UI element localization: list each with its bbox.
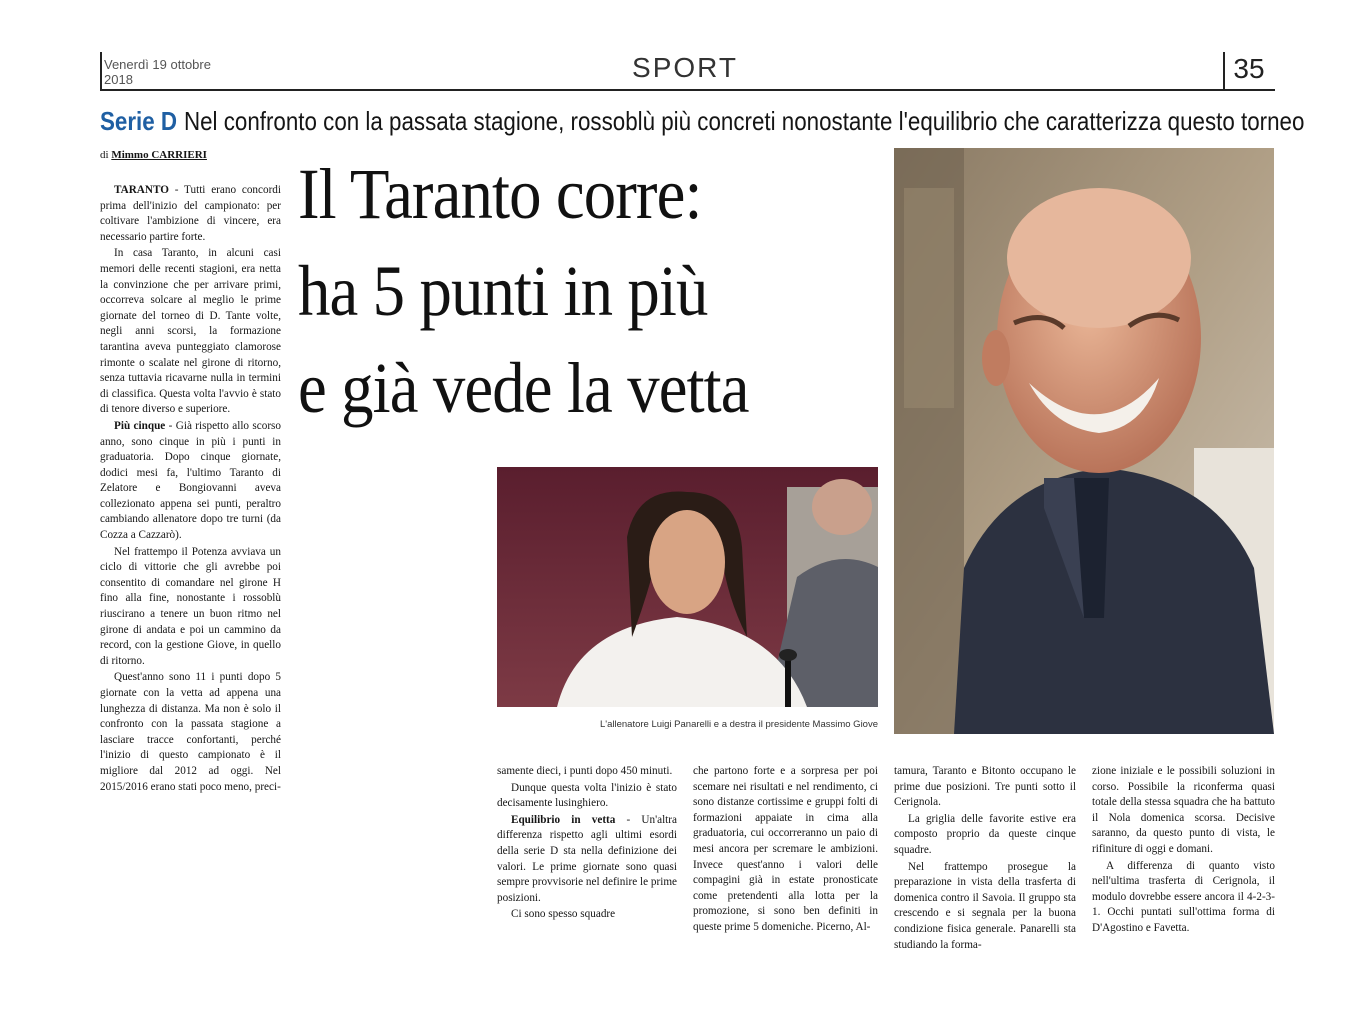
byline-prefix: di — [100, 149, 109, 161]
paragraph: Nel frattempo il Potenza avviava un ciclo di vittorie che gli avrebbe poi consentito di comandare nel girone H fino alla fine, nonostante i rossoblù riuscirano a tenere un buon ritmo nel girone di andata e poi un cammino da record, con la gestione Giove, in quello di ritorno. — [100, 545, 281, 667]
photo-president — [894, 148, 1274, 734]
paragraph: In casa Taranto, in alcuni casi memori delle recenti stagioni, era netta la convinzione che per arrivare primi, occorreva solcare al meglio le prime giornate del torneo di D. Tante volte, negli anni scorsi, la formazione tarantina aveva punteggiato clamorose rimonte o scalate nel girone di ritorno, senza tuttavia ricavarne nulla in termini di classifica. Questa volta l'avvio è stato di tenore diverso e superiore. — [100, 247, 281, 416]
header-rule — [100, 89, 1275, 91]
photo-coach-image — [497, 467, 878, 707]
section-logo: SPORT — [632, 52, 738, 83]
paragraph: che partono forte e a sorpresa per poi scemare nei risultati e nel rendimento, ci sono distanze cortissime e gruppi folti di formazioni appaiate in cima alla graduatoria, cui occorreranno un paio di mesi ancora per scremare le ambizioni. Invece quest'anno i valori delle compagini già in estate pronosticate come pretendenti alla lotta per la promozione, si sono ben definiti in queste prime 5 domeniche. Picerno, Al- — [693, 765, 878, 933]
paragraph: - Un'altra differenza rispetto agli ultimi esordi della serie D sta nella definizione dei valori. Le prime giornate sono quasi sempre provvisorie nel definire le prime posizioni. — [497, 813, 677, 904]
paragraph: zione iniziale e le possibili soluzioni in corso. Possibile la riconferma quasi totale della stessa squadra che ha battuto il Nola domenica scorsa. Decisive saranno, da questo punto di vista, le rifiniture di oggi e domani. — [1092, 765, 1275, 855]
header-rule-right — [1223, 52, 1225, 90]
photo-coach — [497, 467, 878, 707]
byline — [100, 149, 207, 161]
paragraph: A differenza di quanto visto nell'ultima trasferta di Cerignola, il modulo dovrebbe essere ancora il 4-2-3-1. Occhi puntati sull'ottima forma di D'Agostino e Favetta. — [1092, 859, 1275, 934]
page-number: 35 — [1233, 53, 1265, 84]
header-date-year: 2018 — [104, 72, 133, 87]
article-column-2 — [497, 764, 677, 924]
header-date-day: Venerdì 19 ottobre — [104, 57, 211, 72]
paragraph: - Già rispetto allo scorso anno, sono cinque in più i punti in graduatoria. Dopo cinque giornate, dodici mesi fa, l'ultimo Taranto di Zelatore e Bongiovanni aveva collezionato appena sei punti, peraltro cambiando allenatore dopo tre turni (da Cozza a Cazzarò). — [100, 419, 281, 542]
dateline: TARANTO — [114, 184, 169, 196]
article-column-4 — [894, 764, 1076, 954]
article-column-3 — [693, 764, 878, 937]
photo-caption: L'allenatore Luigi Panarelli e a destra il presidente Massimo Giove — [600, 719, 878, 730]
paragraph: tamura, Taranto e Bitonto occupano le prime due posizioni. Tre punti sotto il Cerignola. — [894, 765, 1076, 809]
article-column-1 — [100, 183, 281, 796]
paragraph: - Tutti erano concordi prima dell'inizio del campionato: per coltivare l'ambizione di vincere, era necessario partire forte. — [100, 184, 281, 243]
article-column-5 — [1092, 764, 1275, 938]
paragraph: Quest'anno sono 11 i punti dopo 5 giornate con la vetta ad appena una lunghezza di distanza. Ma non è solo il confronto con la passata stagione a lasciare tracce confortanti, perché l'inizio di questo campionato è il migliore dal 2012 ad oggi. Nel 2015/2016 erano stati poco meno, preci- — [100, 671, 281, 793]
headline-line-1: Il Taranto corre: — [298, 154, 702, 234]
header-date — [104, 57, 254, 87]
photo-president-image — [894, 148, 1274, 734]
header-rule-left — [100, 52, 102, 90]
headline-line-3: e già vede la vetta — [298, 348, 749, 428]
subheading: Equilibrio in vetta — [511, 813, 616, 826]
paragraph: La griglia delle favorite estive era composto proprio da queste cinque squadre. — [894, 812, 1076, 856]
byline-author: Mimmo CARRIERI — [111, 149, 207, 161]
paragraph: Ci sono spesso squadre — [511, 908, 616, 921]
paragraph: Nel frattempo prosegue la preparazione in vista della trasferta di domenica contro il Savoia. Il gruppo sta crescendo e si segnala per la buona condizione fisica generale. Panarelli sta studiando la forma- — [894, 860, 1076, 951]
section-tag: Serie D — [100, 106, 178, 136]
headline-line-2: ha 5 punti in più — [298, 251, 708, 331]
kicker-text: Nel confronto con la passata stagione, rossoblù più concreti nonostante l'equilibrio che caratterizza questo torneo — [183, 106, 1305, 136]
headline — [298, 146, 888, 437]
subheading: Più cinque — [114, 419, 166, 432]
paragraph: samente dieci, i punti dopo 450 minuti. — [497, 765, 673, 777]
paragraph: Dunque questa volta l'inizio è stato decisamente lusinghiero. — [497, 781, 677, 810]
kicker — [100, 104, 1305, 138]
